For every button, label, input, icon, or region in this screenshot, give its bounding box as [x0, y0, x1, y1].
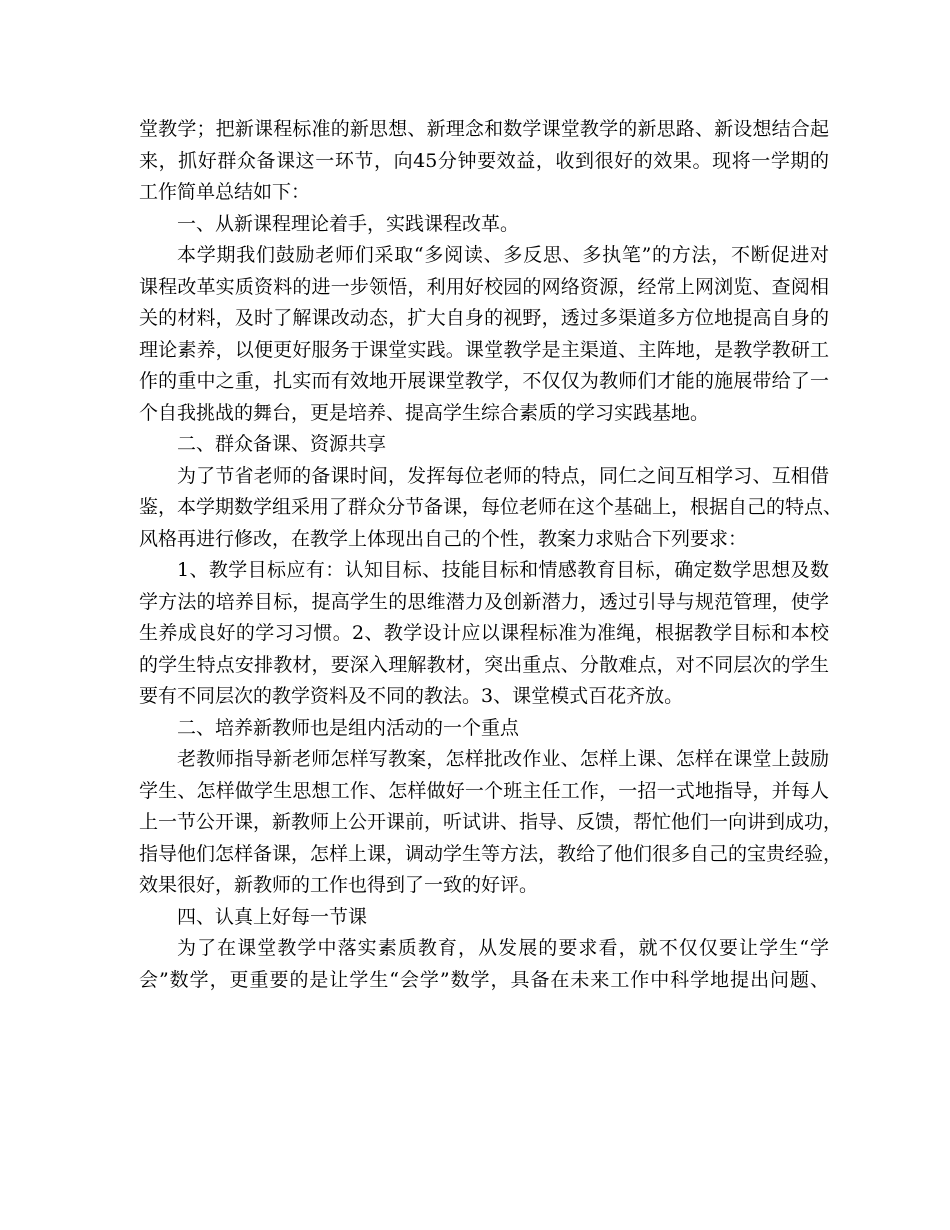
text-line: 风格再进行修改，在教学上体现出自己的个性，教案力求贴合下列要求： [139, 527, 748, 550]
text-line: 生养成良好的学习习惯。2、教学设计应以课程标准为准绳，根据教学目标和本校 [139, 622, 829, 644]
text-line: 关的材料，及时了解课改动态，扩大自身的视野，透过多渠道多方位地提高自身的 [139, 307, 829, 329]
text-line: 学方法的培养目标，提高学生的思维潜力及创新潜力，透过引导与规范管理，使学 [139, 590, 829, 613]
text-line: 为了节省老师的备课时间，发挥每位老师的特点，同仁之间互相学习、互相借 [177, 464, 829, 487]
text-line: 课程改革实质资料的进一步领悟，利用好校园的网络资源，经常上网浏览、查阅相 [139, 275, 829, 298]
document-body [139, 114, 843, 996]
text-line: 指导他们怎样备课，怎样上课，调动学生等方法，教给了他们很多自己的宝贵经验， [139, 842, 843, 865]
text-line: 的学生特点安排教材，要深入理解教材，突出重点、分散难点，对不同层次的学生 [139, 653, 829, 676]
text-line: 工作简单总结如下： [139, 181, 311, 203]
text-line: 上一节公开课，新教师上公开课前，听试讲、指导、反馈，帮忙他们一向讲到成功， [139, 811, 843, 833]
text-line: 鉴，本学期数学组采用了群众分节备课，每位老师在这个基础上，根据自己的特点、 [139, 496, 843, 518]
text-line: 会”数学，更重要的是让学生“会学”数学，具备在未来工作中科学地提出问题、 [139, 968, 829, 991]
text-line: 来，抓好群众备课这一环节，向45分钟要效益，收到很好的效果。现将一学期的 [139, 149, 829, 172]
text-line: 效果很好，新教师的工作也得到了一致的好评。 [139, 874, 539, 896]
section-heading: 二、群众备课、资源共享 [177, 433, 387, 455]
text-line: 堂教学；把新课程标准的新思想、新理念和数学课堂教学的新思路、新设想结合起 [139, 118, 829, 140]
section-heading: 一、从新课程理论着手，实践课程改革。 [177, 212, 520, 235]
text-line: 为了在课堂教学中落实素质教育，从发展的要求看，就不仅仅要让学生“学 [177, 937, 829, 959]
text-line: 老教师指导新老师怎样写教案，怎样批改作业、怎样上课、怎样在课堂上鼓励 [177, 748, 829, 770]
text-line: 个自我挑战的舞台，更是培养、提高学生综合素质的学习实践基地。 [139, 401, 710, 424]
text-line: 1、教学目标应有：认知目标、技能目标和情感教育目标，确定数学思想及数 [177, 559, 829, 581]
text-line: 要有不同层次的教学资料及不同的教法。3、课堂模式百花齐放。 [139, 685, 684, 707]
section-heading: 二、培养新教师也是组内活动的一个重点 [177, 716, 520, 739]
text-line: 本学期我们鼓励老师们采取“多阅读、多反思、多执笔”的方法，不断促进对 [177, 244, 829, 266]
text-line: 理论素养，以便更好服务于课堂实践。课堂教学是主渠道、主阵地，是教学教研工 [139, 338, 829, 361]
text-line: 学生、怎样做学生思想工作、怎样做好一个班主任工作，一招一式地指导，并每人 [139, 779, 829, 802]
text-line: 作的重中之重，扎实而有效地开展课堂教学，不仅仅为教师们才能的施展带给了一 [139, 370, 829, 392]
section-heading: 四、认真上好每一节课 [177, 905, 368, 928]
